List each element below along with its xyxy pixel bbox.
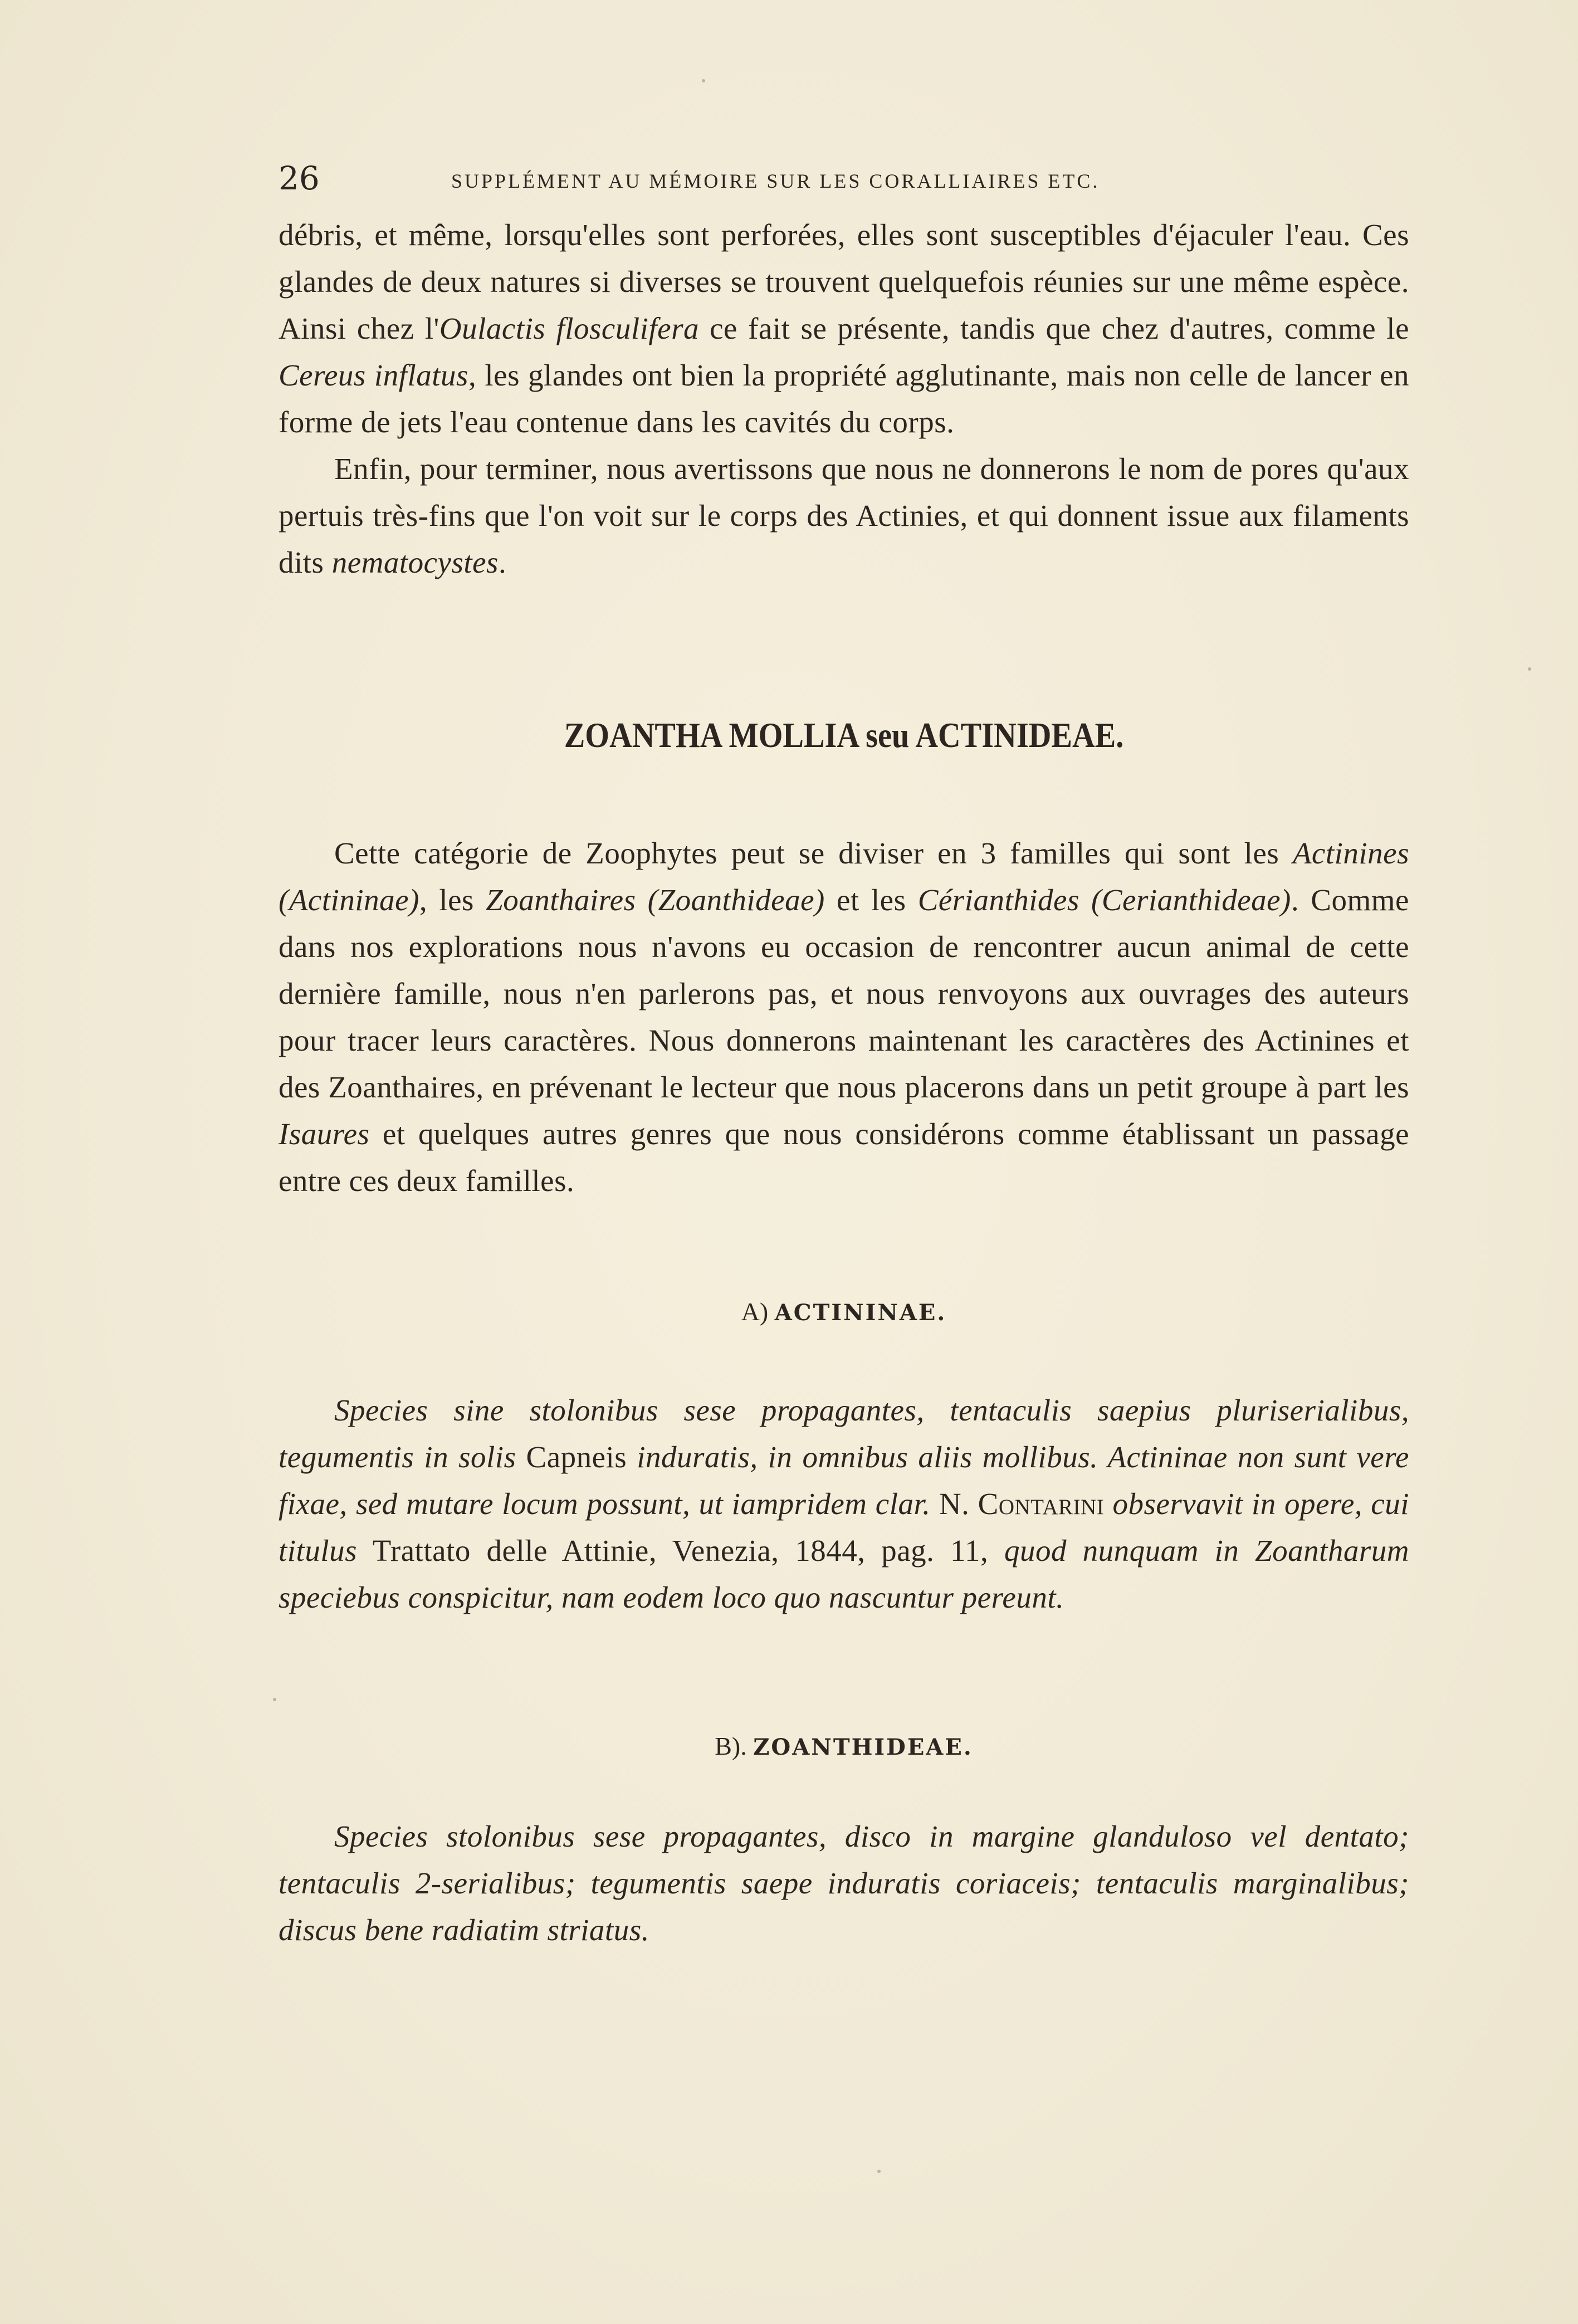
section-heading-a — [279, 1292, 1409, 1332]
italic-run: quod nunquam in Zoantharum speciebus conspicitur, nam eodem loco quo nascuntur pereunt. — [279, 1534, 1409, 1614]
section-name: ACTININAE. — [774, 1300, 947, 1326]
text-run: Trattato delle Attinie, Venezia, 1844, pag. 11, — [357, 1534, 1004, 1568]
italic-run: Actinines (Actininae) — [279, 836, 1409, 917]
italic-run: induratis, in omnibus aliis mollibus. Actininae non sunt vere fixae, sed mutare locum possunt, ut iampridem clar. — [279, 1440, 1409, 1521]
italic-run: Zoanthaires (Zoanthideae) — [486, 883, 825, 917]
section-name: ZOANTHIDEAE. — [753, 1734, 973, 1760]
main-title: ZOANTHA MOLLIA seu ACTINIDEAE. — [564, 715, 1124, 755]
paragraph — [279, 1387, 1409, 1621]
italic-run: Isaures — [279, 1117, 370, 1151]
text-run: , les glandes ont bien la propriété agglutinante, mais non celle de lancer en forme de jets l'eau contenue dans les cavités du corps. — [279, 358, 1409, 439]
section-b-text — [279, 1813, 1409, 1954]
text-run: débris, et même, lorsqu'elles sont perforées, elles sont susceptibles d'éjaculer l'eau. Ces glandes de deux natures si diverses se trouvent quelquefois réunies sur une même espèce. Ainsi chez l' — [279, 218, 1409, 345]
italic-run: nematocystes — [331, 545, 499, 579]
italic-run: Cérianthides (Cerianthideae) — [917, 883, 1291, 917]
section-letter: A) — [741, 1297, 769, 1326]
section-heading-b — [279, 1727, 1409, 1767]
paper-speck — [273, 1698, 276, 1701]
paper-speck — [877, 2170, 881, 2173]
paper-speck — [1528, 667, 1531, 671]
text-run: ce fait se présente, tandis que chez d'autres, comme le — [698, 311, 1409, 345]
italic-run: Species stolonibus sese propagantes, disco in margine glanduloso vel dentato; tentaculis 2-serialibus; tegumentis saepe induratis coriaceis; tentaculis marginalibus; discus bene radiatim striatus. — [279, 1819, 1409, 1947]
text-run: et les — [824, 883, 918, 917]
text-run: et quelques autres genres que nous considérons comme établissant un passage entre ces deux familles. — [279, 1117, 1409, 1198]
paper-speck — [702, 79, 705, 82]
running-title: SUPPLÉMENT AU MÉMOIRE SUR LES CORALLIAIRES ETC. — [451, 170, 1100, 192]
paragraph — [279, 212, 1409, 446]
italic-run: observavit in opere, cui titulus — [279, 1487, 1409, 1568]
italic-run: Cereus inflatus — [279, 358, 468, 392]
text-run: N. — [930, 1487, 978, 1521]
page-number: 26 — [279, 159, 320, 197]
text-run: Capneis — [516, 1440, 637, 1474]
categories-text — [279, 830, 1409, 1204]
text-run: . — [498, 545, 507, 579]
text-run: Enfin, pour terminer, nous avertissons que nous ne donnerons le nom de pores qu'aux pertuis très-fins que l'on voit sur le corps des Actinies, et qui donnent issue aux filaments dits — [279, 452, 1409, 579]
section-a-text — [279, 1387, 1409, 1621]
italic-run: Species sine stolonibus sese propagantes, tentaculis saepius pluriserialibus, tegumentis in solis — [279, 1393, 1409, 1474]
small-caps-run: Contarini — [978, 1487, 1105, 1521]
section-letter: B). — [715, 1732, 747, 1760]
italic-run: Oulactis flosculifera — [439, 311, 699, 345]
text-run: , les — [419, 883, 486, 917]
text-run: . Comme dans nos explorations nous n'avons eu occasion de rencontrer aucun animal de cette dernière famille, nous n'en parlerons pas, et nous renvoyons aux ouvrages des auteurs pour tracer leurs caractères. Nous donnerons maintenant les caractères des Actinines et des Zoanthaires, en prévenant le lecteur que nous placerons dans un petit groupe à part les — [279, 883, 1409, 1104]
intro-text — [279, 212, 1409, 586]
text-run: Cette catégorie de Zoophytes peut se diviser en 3 familles qui sont les — [334, 836, 1293, 870]
page-header — [279, 159, 1270, 198]
paragraph — [279, 830, 1409, 1204]
paragraph — [279, 446, 1409, 586]
paragraph — [279, 1813, 1409, 1954]
